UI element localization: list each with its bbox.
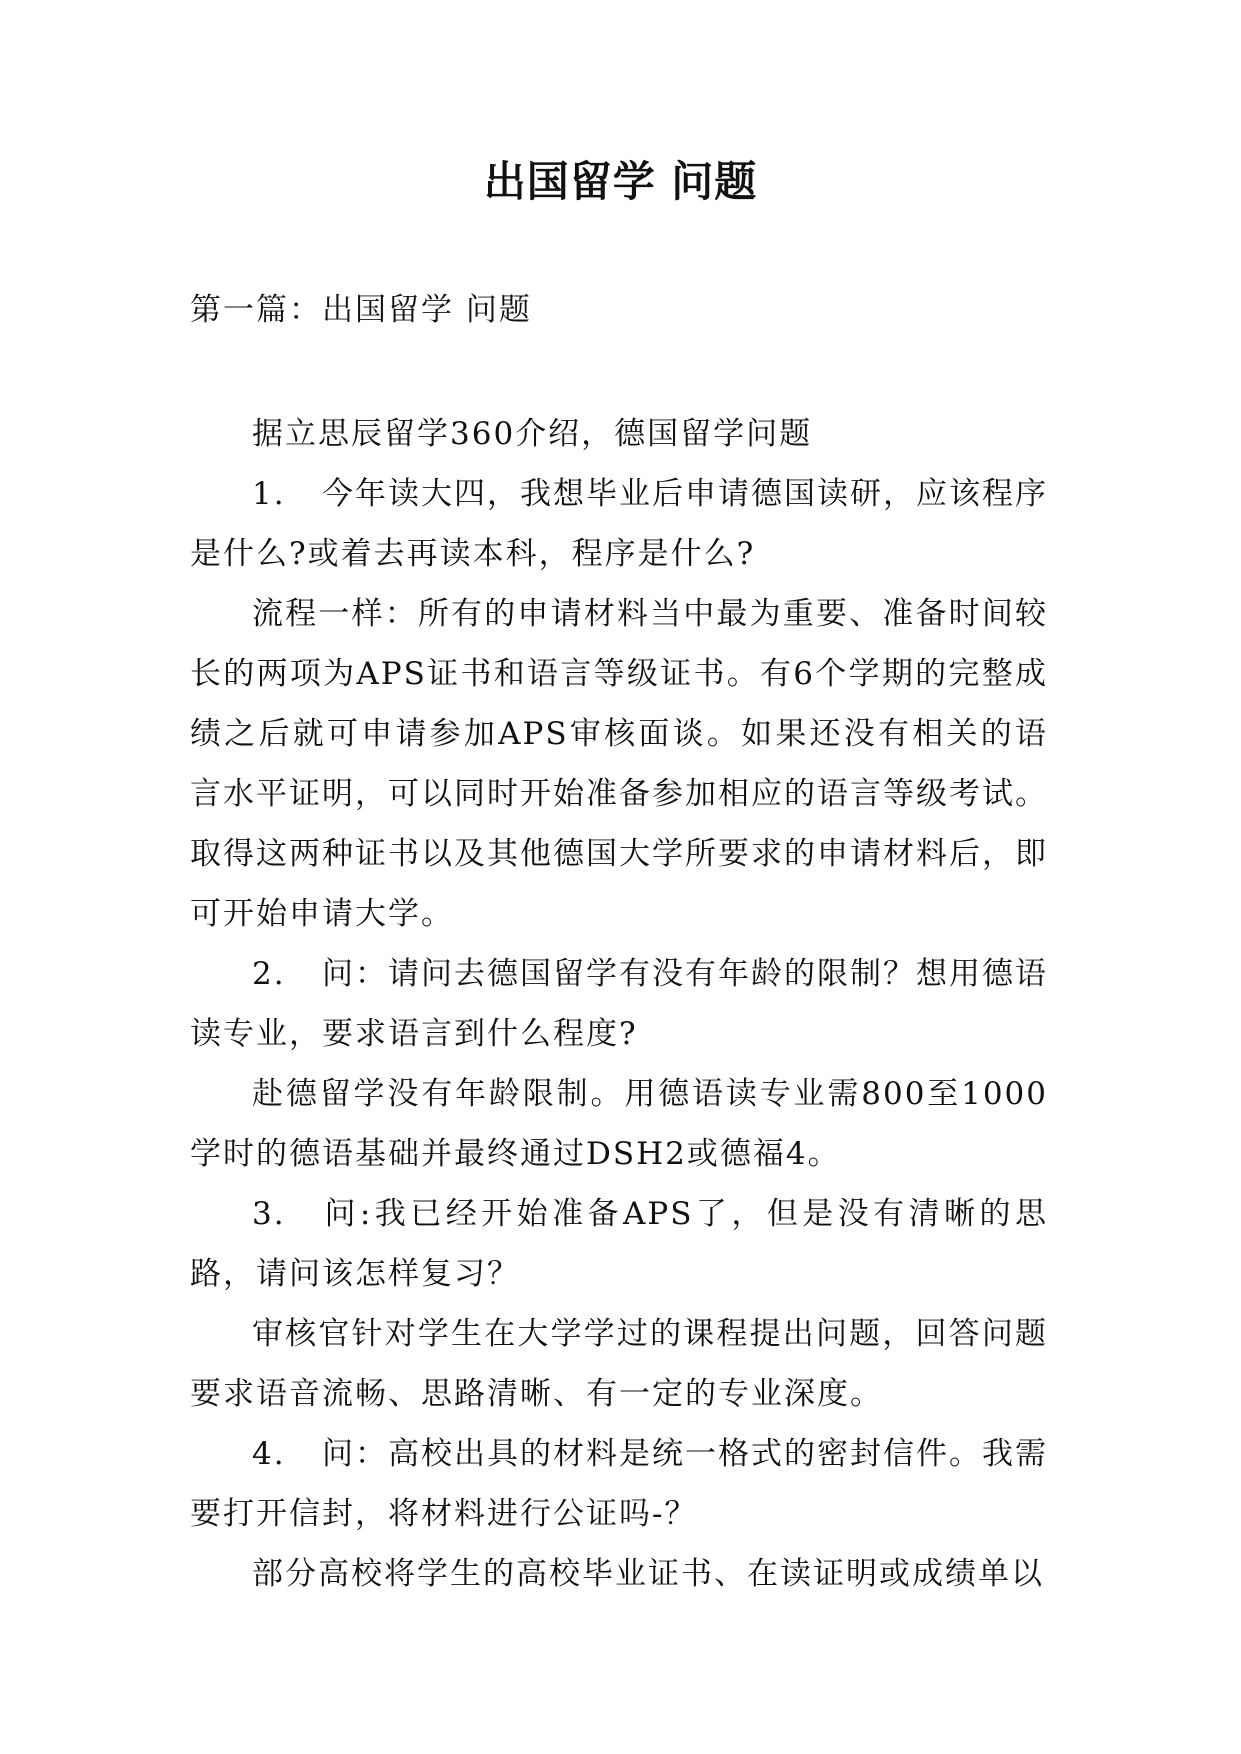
section-heading: 第一篇：出国留学 问题 [190, 292, 532, 328]
question-3 [190, 1184, 1048, 1304]
question-text: 问:我已经开始准备APS了，但是没有清晰的思路，请问该怎样复习？ [190, 1196, 1048, 1292]
question-text: 问：高校出具的材料是统一格式的密封信件。我需要打开信封，将材料进行公证吗-？ [190, 1436, 1048, 1532]
question-text: 问：请问去德国留学有没有年龄的限制？想用德语读专业，要求语言到什么程度? [190, 956, 1048, 1052]
intro-paragraph: 据立思辰留学360介绍，德国留学问题 [252, 416, 813, 452]
question-2 [190, 944, 1048, 1064]
question-number: 1. [252, 476, 286, 512]
answer-4: 部分高校将学生的高校毕业证书、在读证明或成绩单以 [252, 1556, 1044, 1592]
answer-2: 赴德留学没有年龄限制。用德语读专业需800至1000学时的德语基础并最终通过DSH2或德福4。 [190, 1076, 1048, 1172]
answer-3: 审核官针对学生在大学学过的课程提出问题，回答问题要求语音流畅、思路清晰、有一定的专业深度。 [190, 1316, 1048, 1412]
question-number: 4. [252, 1436, 286, 1472]
answer-1: 流程一样：所有的申请材料当中最为重要、准备时间较长的两项为APS证书和语言等级证书。有6个学期的完整成绩之后就可申请参加APS审核面谈。如果还没有相关的语言水平证明，可以同时开始准备参加相应的语言等级考试。取得这两种证书以及其他德国大学所要求的申请材料后，即可开始申请大学。 [190, 596, 1048, 932]
page-title: 出国留学 问题 [483, 157, 758, 206]
question-number: 3. [252, 1196, 286, 1232]
document-body [190, 404, 1048, 1604]
question-1 [190, 464, 1048, 584]
question-text: 今年读大四，我想毕业后申请德国读研，应该程序是什么?或着去再读本科，程序是什么? [190, 476, 1048, 572]
question-4 [190, 1424, 1048, 1544]
question-number: 2. [252, 956, 286, 992]
